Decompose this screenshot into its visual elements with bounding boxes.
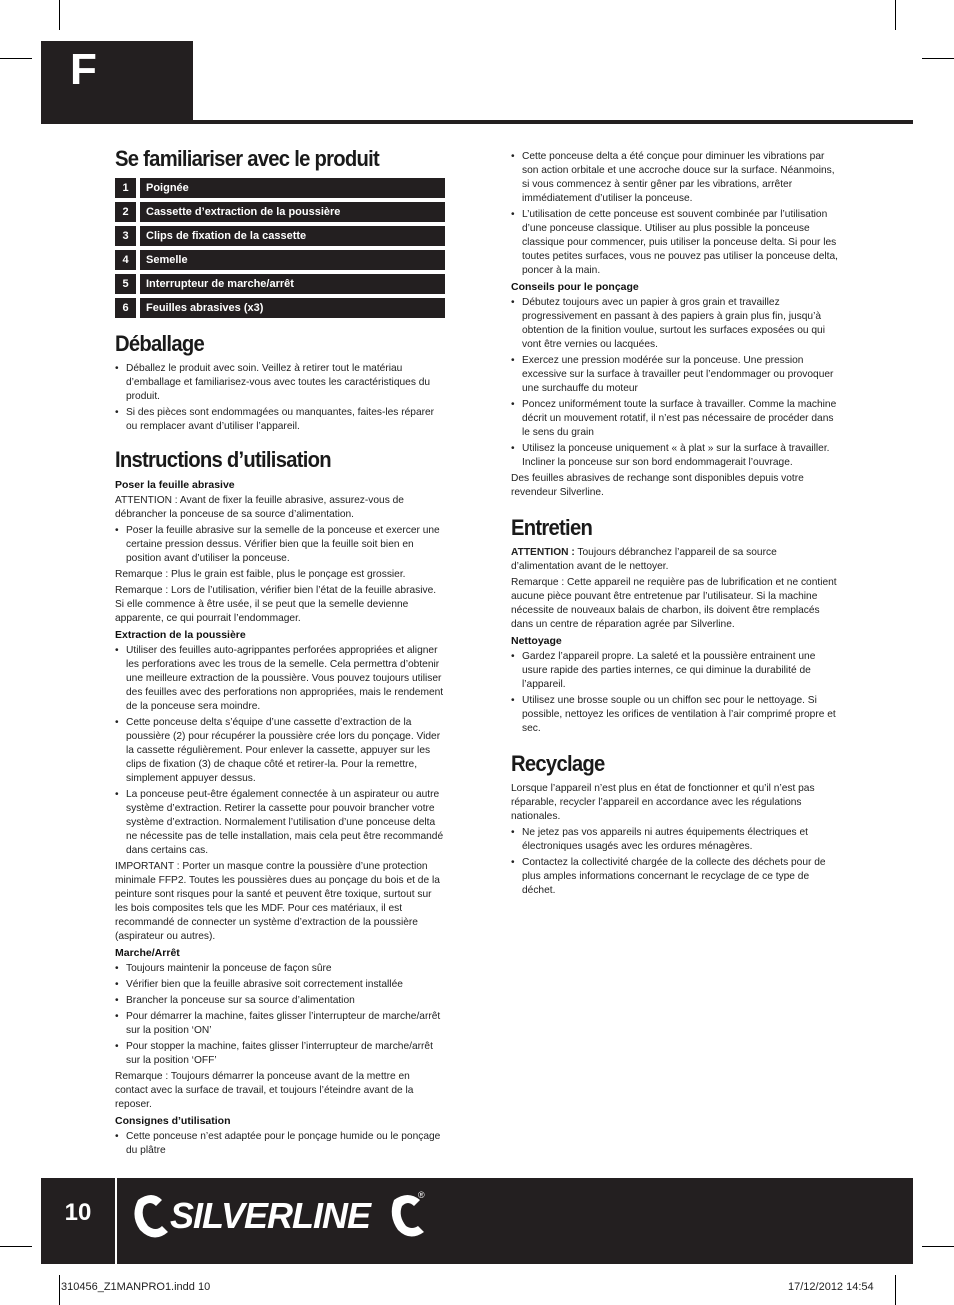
crop-mark — [0, 1246, 32, 1247]
unpacking-list — [115, 362, 445, 434]
list-item: • Vérifier bien que la feuille abrasive soit correctement installée — [115, 978, 445, 992]
right-column — [511, 150, 841, 900]
parts-row — [115, 298, 445, 318]
list-item: • Utiliser des feuilles auto-agrippantes perforées appropriées et aligner les perforations avec les trous de la semelle. Cela permettra d’obtenir une meilleure extraction de la poussière. Vous pouvez toujours utiliser des feuilles avec des perforations non appropriées, mais le rendement de la ponceuse sera moindre. — [115, 644, 445, 714]
onoff-note: Remarque : Toujours démarrer la ponceuse avant de la mettre en contact avec la surface de travail, et toujours l’éteindre avant de la reposer. — [115, 1071, 414, 1110]
parts-row — [115, 250, 445, 270]
tips-list — [511, 296, 841, 470]
recycling-list — [511, 826, 841, 898]
subheading-tips: Conseils pour le ponçage — [511, 281, 639, 293]
sheet-note: Remarque : Lors de l’utilisation, vérifier bien l’état de la feuille abrasive. Si elle commence à être usée, il se peut que la semelle devienne apparente, ce qui pourrait l’endommager. — [115, 585, 437, 624]
list-item: • Contactez la collectivité chargée de la collecte des déchets pour de plus amples informations concernant le recyclage de ce type de déchet. — [511, 856, 841, 898]
section-title-recycling: Recyclage — [511, 751, 605, 776]
usage-list — [115, 1130, 445, 1158]
section-title-familiarise: Se familiariser avec le produit — [115, 146, 380, 171]
list-item: • Pour démarrer la machine, faites glisser l’interrupteur de marche/arrêt sur la position ‘ON’ — [115, 1010, 445, 1038]
list-item: • Si des pièces sont endommagées ou manquantes, faites-les réparer ou remplacer avant d’utiliser l’appareil. — [115, 406, 445, 434]
parts-row — [115, 226, 445, 246]
part-number: 2 — [115, 202, 136, 222]
page-number: 10 — [64, 1199, 92, 1226]
crop-mark — [922, 58, 954, 59]
list-item: • L’utilisation de cette ponceuse est souvent combinée par l’utilisation d’une ponceuse classique. Utiliser au plus possible la ponceuse classique pour commencer, puis utiliser la ponceuse delta. Si pour les toutes petites surfaces, vous ne pouvez pas utiliser la ponceuse delta, poncer à la main. — [511, 208, 841, 278]
list-item: • Cette ponceuse n’est adaptée pour le ponçage humide ou le ponçage du plâtre — [115, 1130, 445, 1158]
list-item: • Pour stopper la machine, faites glisser l’interrupteur de marche/arrêt sur la position ‘OFF’ — [115, 1040, 445, 1068]
subheading-sheet: Poser la feuille abrasive — [115, 479, 235, 491]
list-item: • Utilisez la ponceuse uniquement « à plat » sur la surface à travailler. Incliner la ponceuse sur son bord endommagerait l’ouvrage. — [511, 442, 841, 470]
part-label: Poignée — [140, 178, 445, 198]
dust-list — [115, 644, 445, 858]
list-item: • Poser la feuille abrasive sur la semelle de la ponceuse et exercer une certaine pression dessus. Vérifier bien que la feuille soit bien en position avant d’utiliser la ponceuse. — [115, 524, 445, 566]
warning-label: ATTENTION : — [511, 547, 575, 558]
crop-mark — [0, 58, 32, 59]
crop-mark — [895, 0, 896, 30]
maintenance-note: Remarque : Cette appareil ne requière pas de lubrification et ne contient aucune pièce pouvant être entretenue par l’utilisateur. Si la machine nécessite de nouveaux balais de charbon, ils doivent être remplacés dans un centre de réparation agrée par Silverline. — [511, 577, 837, 630]
part-number: 6 — [115, 298, 136, 318]
list-item: • Gardez l’appareil propre. La saleté et la poussière entrainent une usure rapide des parties internes, ce qui diminue la durabilité de l’appareil. — [511, 650, 841, 692]
maintenance-warning — [511, 546, 841, 574]
list-item: • La ponceuse peut-être également connectée à un aspirateur ou autre système d’extraction. Retirer la cassette pour pouvoir brancher votre système d’extraction. Normalement l’utilisation d’une ponceuse delta ne nécessite pas de telle installation, mais cela peut être recommandé dans certains cas. — [115, 788, 445, 858]
date-slug: 17/12/2012 14:54 — [788, 1281, 874, 1293]
recycling-section — [511, 750, 841, 898]
instructions-section — [115, 446, 445, 1158]
part-label: Cassette d’extraction de la poussière — [140, 202, 445, 222]
recycling-intro: Lorsque l’appareil n’est plus en état de fonctionner et qu’il n’est pas réparable, recycler l’appareil en accordance avec les régulations nationales. — [511, 783, 815, 822]
section-title-maintenance: Entretien — [511, 515, 593, 540]
list-item: • Poncez uniformément toute la surface à travailler. Comme la machine décrit un mouvement rotatif, il n’est pas nécessaire de procéder dans le sens du grain — [511, 398, 841, 440]
parts-row — [115, 178, 445, 198]
part-label: Feuilles abrasives (x3) — [140, 298, 445, 318]
list-item: • Cette ponceuse delta s’équipe d’une cassette d’extraction de la poussière (2) pour récupérer la poussière crée lors du ponçage. Vider la cassette régulièrement. Pour enlever la cassette, appuyer sur les clips de fixation (3) de chaque côté et retirer-la. Pour la remettre, simplement appuyer dessus. — [115, 716, 445, 786]
part-label: Clips de fixation de la cassette — [140, 226, 445, 246]
subheading-dust: Extraction de la poussière — [115, 629, 246, 641]
header-rule — [41, 120, 913, 124]
part-label: Interrupteur de marche/arrêt — [140, 274, 445, 294]
crop-mark — [59, 1275, 60, 1305]
sheet-note: Remarque : Plus le grain est faible, plus le ponçage est grossier. — [115, 569, 406, 580]
list-item: • Déballez le produit avec soin. Veillez à retirer tout le matériau d’emballage et familiarisez-vous avec toutes les caractéristiques du produit. — [115, 362, 445, 404]
onoff-list — [115, 962, 445, 1068]
parts-row — [115, 202, 445, 222]
list-item: • Exercez une pression modérée sur la ponceuse. Une pression excessive sur la surface à travailler peut l’endommager ou provoquer une surchauffe du moteur — [511, 354, 841, 396]
part-label: Semelle — [140, 250, 445, 270]
tips-footnote: Des feuilles abrasives de rechange sont disponibles depuis votre revendeur Silverline. — [511, 473, 804, 498]
warning-text: Toujours débranchez l’appareil de sa source d’alimentation avant de le nettoyer. — [511, 547, 777, 572]
logo-wordmark: SILVERLINE — [170, 1195, 371, 1236]
list-item: • Cette ponceuse delta a été conçue pour diminuer les vibrations par son action orbitale et une accroche douce sur la surface. Néanmoins, si vous commencez à sentir gêner par les vibrations, arrêter immédiatement d’utiliser la ponceuse. — [511, 150, 841, 206]
part-number: 1 — [115, 178, 136, 198]
language-letter: F — [70, 45, 97, 94]
parts-row — [115, 274, 445, 294]
usage-list-continued — [511, 150, 841, 278]
language-tab — [41, 41, 193, 123]
cleaning-list — [511, 650, 841, 736]
subheading-onoff: Marche/Arrêt — [115, 947, 180, 959]
file-slug: 310456_Z1MANPRO1.indd 10 — [61, 1281, 211, 1293]
sheet-list — [115, 524, 445, 566]
list-item: • Utilisez une brosse souple ou un chiffon sec pour le nettoyage. Si possible, nettoyez les orifices de ventilation à l’air comprimé propre et sec. — [511, 694, 841, 736]
part-number: 4 — [115, 250, 136, 270]
parts-list — [115, 178, 445, 318]
silverline-logo-mark — [132, 1186, 432, 1246]
list-item: • Débutez toujours avec un papier à gros grain et travaillez progressivement en passant à des papiers à grain plus fin, jusqu’à obtention de la finition voulue, surtout les surfaces exposées ou qui vont être vernies ou lacquées. — [511, 296, 841, 352]
list-item: • Brancher la ponceuse sur sa source d’alimentation — [115, 994, 445, 1008]
footer-divider — [115, 1178, 117, 1264]
sheet-warning: ATTENTION : Avant de fixer la feuille abrasive, assurez-vous de débrancher la ponceuse de sa source d’alimentation. — [115, 495, 404, 520]
crop-mark — [922, 1246, 954, 1247]
list-item: • Ne jetez pas vos appareils ni autres équipements électriques et électroniques usagés avec les ordures ménagères. — [511, 826, 841, 854]
section-title-unpacking: Déballage — [115, 331, 204, 356]
part-number: 5 — [115, 274, 136, 294]
part-number: 3 — [115, 226, 136, 246]
list-item: • Toujours maintenir la ponceuse de façon sûre — [115, 962, 445, 976]
left-column — [115, 145, 445, 1160]
subheading-usage: Consignes d’utilisation — [115, 1115, 231, 1127]
registered-mark: ® — [418, 1190, 425, 1200]
subheading-cleaning: Nettoyage — [511, 635, 562, 647]
crop-mark — [895, 1275, 896, 1305]
crop-mark — [59, 0, 60, 30]
section-title-instructions: Instructions d’utilisation — [115, 447, 331, 472]
silverline-logo — [132, 1186, 432, 1251]
maintenance-section — [511, 514, 841, 736]
dust-important: IMPORTANT : Porter un masque contre la poussière d’une protection minimale FFP2. Toutes les poussières dues au ponçage du bois et de la peinture sont risques pour la santé et peuvent être toxique, surtout sur les bois composites tels que les MDF. Pour ces matériaux, il est recommandé de connecter un système d’extraction de la poussière (aspirateur ou autres). — [115, 861, 440, 942]
